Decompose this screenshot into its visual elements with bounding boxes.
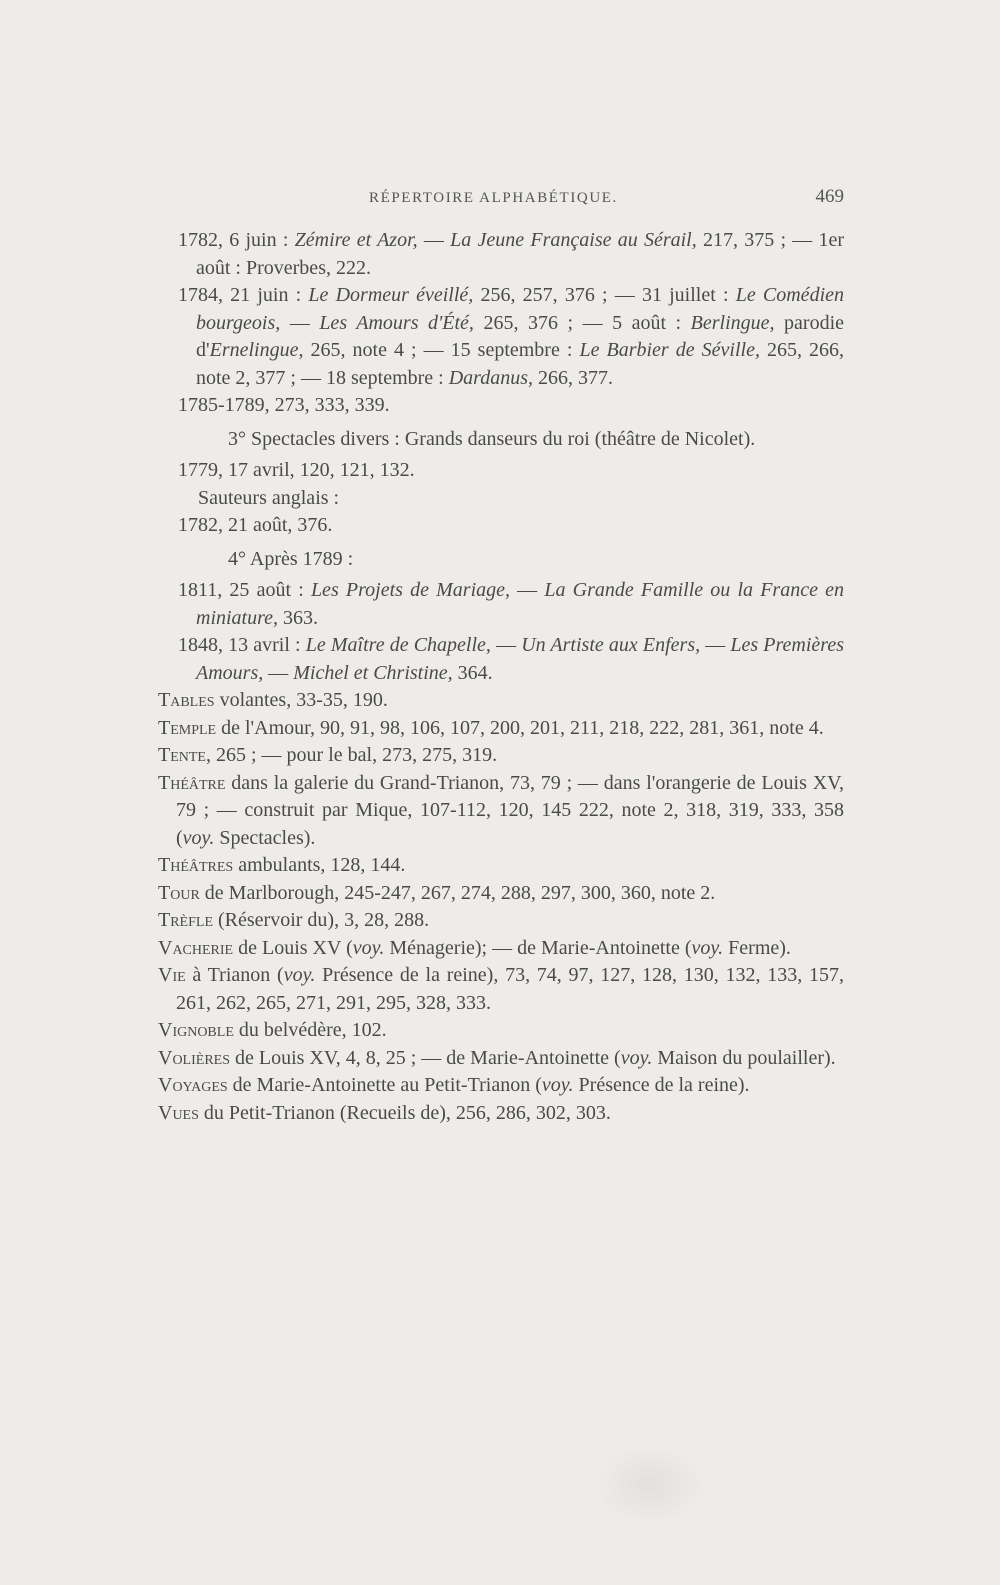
entry-text: 1848, 13 avril : (178, 634, 306, 656)
entry-headword: Vacherie (158, 936, 234, 959)
work-title: La Jeune Française au Sérail, (450, 229, 697, 251)
page-number: 469 (815, 186, 844, 207)
entry-text: 1782, 21 août, 376. (178, 514, 333, 536)
index-main-entry (158, 715, 844, 743)
index-date-entry (158, 632, 844, 687)
entry-headword: Temple (158, 716, 217, 739)
index-date-entry (158, 512, 844, 540)
index-main-entry (158, 687, 844, 715)
entry-text: 265, note 4 ; — 15 septembre : (303, 339, 580, 361)
entry-text: 217, 375 ; — 1er août : Proverbes, 222. (196, 229, 845, 279)
entry-text: — (263, 661, 294, 684)
entry-text: 364. (452, 661, 493, 684)
work-title: Le Dormeur éveillé, (308, 284, 474, 306)
work-title: Les Amours d'Été, (319, 311, 474, 334)
entry-text: Spectacles). (214, 826, 316, 849)
page-header (158, 186, 844, 216)
entry-headword: Vignoble (158, 1019, 234, 1041)
work-title: Le Barbier de Séville, (579, 339, 760, 361)
section-heading (158, 546, 844, 574)
index-main-entry (158, 852, 844, 880)
entry-text: — (417, 229, 451, 251)
entry-text: de l'Amour, 90, 91, 98, 106, 107, 200, 201, 211, 218, 222, 281, 361, note 4. (216, 716, 824, 739)
entry-text: — (490, 634, 522, 656)
entry-headword: Trèfle (158, 909, 213, 931)
entry-text: (Réservoir du), 3, 28, 288. (213, 909, 430, 931)
index-entries (158, 227, 844, 1127)
entry-text: Sauteurs anglais : (198, 486, 340, 509)
work-title: voy. (541, 1074, 574, 1096)
running-title: RÉPERTOIRE ALPHABÉTIQUE. (369, 190, 618, 206)
entry-text: 266, 377. (533, 366, 614, 389)
entry-text: de Louis XV ( (233, 936, 353, 959)
entry-headword: Tables (158, 689, 215, 711)
work-title: Michel et Christine, (293, 661, 453, 684)
index-main-entry (158, 742, 844, 770)
work-title: voy. (182, 826, 215, 849)
entry-text: 4° Après 1789 : (228, 547, 354, 570)
entry-text: — (700, 634, 731, 656)
entry-text: Maison du poulailler). (652, 1046, 836, 1069)
entry-headword: Vues (158, 1101, 199, 1124)
index-main-entry (158, 1072, 844, 1100)
index-main-entry (158, 962, 844, 1017)
work-title: voy. (352, 936, 385, 959)
entry-headword: Volières (158, 1046, 230, 1069)
entry-text: — (510, 579, 545, 601)
work-title: Les Premières Amours, (196, 634, 845, 684)
entry-text: Ferme). (723, 936, 791, 959)
entry-text: 265, 376 ; — 5 août : (473, 311, 691, 334)
entry-text: 1782, 6 juin : (178, 229, 295, 251)
entry-text: de Marlborough, 245-247, 267, 274, 288, 297, 300, 360, note 2. (199, 881, 716, 904)
entry-text: 1785-1789, 273, 333, 339. (178, 394, 390, 416)
index-main-entry (158, 1100, 844, 1128)
entry-text: volantes, 33-35, 190. (214, 689, 388, 711)
entry-text: — (280, 311, 320, 334)
entry-text: du Petit-Trianon (Recueils de), 256, 286, 302, 303. (198, 1101, 611, 1124)
index-main-entry (158, 880, 844, 908)
entry-text: 3° Spectacles divers : Grands danseurs du roi (théâtre de Nicolet). (228, 427, 756, 450)
work-title: voy. (620, 1046, 653, 1069)
entry-text: 1811, 25 août : (178, 579, 311, 601)
entry-text: 363. (278, 606, 319, 629)
entry-headword: Théâtre (158, 771, 226, 794)
work-title: Un Artiste aux Enfers, (521, 634, 701, 656)
work-title: La Grande Famille ou la France en miniature, (196, 579, 844, 629)
entry-text: 256, 257, 376 ; — 31 juillet : (473, 284, 736, 306)
index-date-entry (158, 577, 844, 632)
entry-text: Ménagerie); — de Marie-Antoinette ( (384, 936, 692, 959)
work-title: Le Maître de Chapelle, (305, 634, 491, 656)
work-title: voy. (691, 936, 724, 959)
entry-text: 1784, 21 juin : (178, 284, 309, 306)
index-main-entry (158, 935, 844, 963)
entry-text: 1779, 17 avril, 120, 121, 132. (178, 459, 415, 481)
work-title: Les Projets de Mariage, (310, 579, 511, 601)
entry-text: Présence de la reine), 73, 74, 97, 127, 128, 130, 132, 133, 157, 261, 262, 265, 271, 291, 295, 328, 333. (176, 964, 844, 1014)
entry-text: , 265 ; — pour le bal, 273, 275, 319. (205, 744, 498, 766)
index-main-entry (158, 1045, 844, 1073)
work-title: Le Comédien bourgeois, (196, 284, 844, 334)
entry-text: à Trianon ( (185, 964, 284, 986)
work-title: Zémire et Azor, (294, 229, 418, 251)
index-date-entry (158, 392, 844, 420)
entry-text: 265, 266, note 2, 377 ; — 18 septembre : (196, 339, 845, 389)
work-title: Berlingue, (690, 311, 775, 334)
section-heading (158, 426, 844, 454)
entry-text: ambulants, 128, 144. (233, 854, 406, 876)
index-date-entry (158, 227, 844, 282)
entry-text: de Marie-Antoinette au Petit-Trianon ( (227, 1074, 542, 1096)
entry-headword: Tente (158, 744, 206, 766)
entry-headword: Théâtres (158, 854, 234, 876)
work-title: voy. (283, 964, 316, 986)
index-date-entry (158, 457, 844, 485)
paper-stain (595, 1445, 705, 1525)
work-title: Dardanus, (448, 366, 534, 389)
entry-text: dans la galerie du Grand-Trianon, 73, 79 ; — dans l'orangerie de Louis XV, 79 ; — construit par Mique, 107-112, 120, 145 222, note 2, 318, 319, 333, 358 ( (176, 771, 844, 849)
entry-text: Présence de la reine). (573, 1074, 750, 1096)
index-main-entry (158, 1017, 844, 1045)
index-main-entry (158, 770, 844, 853)
index-date-entry (158, 282, 844, 392)
work-title: Ernelingue, (209, 339, 304, 361)
subheading (158, 485, 844, 513)
entry-text: de Louis XV, 4, 8, 25 ; — de Marie-Antoinette ( (230, 1046, 621, 1069)
entry-text: du belvédère, 102. (233, 1019, 387, 1041)
entry-headword: Vie (158, 964, 186, 986)
entry-headword: Voyages (158, 1074, 228, 1096)
entry-text: parodie d' (196, 311, 845, 361)
entry-headword: Tour (158, 881, 200, 904)
index-main-entry (158, 907, 844, 935)
